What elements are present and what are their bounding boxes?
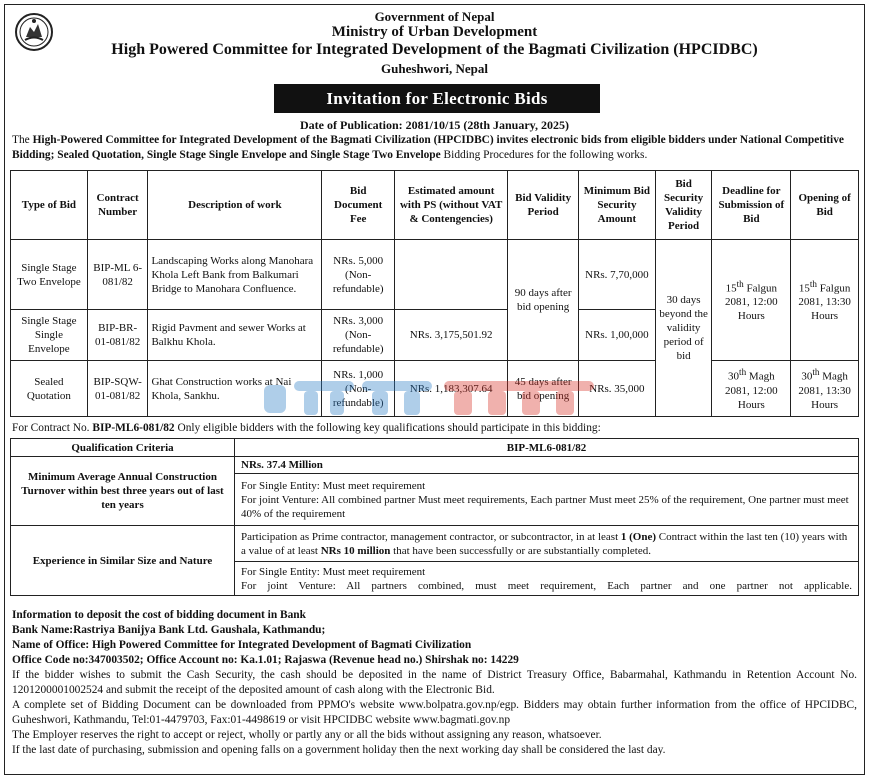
- table-row: [11, 240, 859, 310]
- ordinal-suffix: th: [812, 367, 820, 378]
- opening-magh: [791, 361, 859, 417]
- exp-bold-2: NRs 10 million: [320, 544, 391, 557]
- qualification-note: [12, 422, 601, 434]
- row3-fee: NRs. 1,000 (Non-refundable): [322, 361, 395, 417]
- holiday-clause: If the last date of purchasing, submission and opening falls on a government holiday then the next working day shall be considered the last day.: [12, 744, 666, 756]
- row2-contract: BIP-BR-01-081/82: [87, 310, 148, 361]
- turnover-single-entity: For Single Entity: Must meet requirement: [241, 479, 426, 492]
- bid-table-header-row: [11, 171, 859, 240]
- col-bid-security: Minimum Bid Security Amount: [579, 171, 656, 240]
- deadline-2-day: 30: [728, 370, 740, 383]
- row2-description: Rigid Pavment and sewer Works at Balkhu Khola.: [148, 310, 322, 361]
- office-code: Office Code no:347003502; Office Account no: Ka.1.01; Rajaswa (Revenue head no.) Shirshak no: 14229: [12, 654, 519, 666]
- committee-name: High Powered Committee for Integrated Development of the Bagmati Civilization (HPCIDBC): [111, 41, 758, 58]
- col-contract-number: Contract Number: [87, 171, 148, 240]
- bank-info-title: Information to deposit the cost of bidding document in Bank: [12, 609, 306, 621]
- qualification-table: [10, 438, 859, 596]
- table-row: [11, 457, 859, 474]
- ministry-name: Ministry of Urban Development: [331, 24, 538, 40]
- row1-fee: NRs. 5,000 (Non-refundable): [322, 240, 395, 310]
- col-opening: Opening of Bid: [791, 171, 859, 240]
- col-document-fee: Bid Document Fee: [322, 171, 395, 240]
- row2-type: Single Stage Single Envelope: [11, 310, 88, 361]
- exp-bold-1: 1 (One): [620, 530, 657, 543]
- intro-tail: Bidding Procedures for the following works.: [440, 149, 648, 161]
- intro-paragraph: [12, 133, 857, 163]
- turnover-criterion: Minimum Average Annual Construction Turnover within best three years out of last ten years: [11, 457, 235, 526]
- row1-security: NRs. 7,70,000: [579, 240, 656, 310]
- opening-1-rest: Falgun 2081, 13:30 Hours: [798, 282, 851, 323]
- row1-estimate: [395, 240, 508, 310]
- col-estimated-amount: Estimated amount with PS (without VAT & Contengencies): [395, 171, 508, 240]
- note-contract: BIP-ML6-081/82: [92, 422, 175, 434]
- qual-header-contract: BIP-ML6-081/82: [235, 439, 859, 457]
- experience-criterion: Experience in Similar Size and Nature: [11, 526, 235, 596]
- table-row: [11, 361, 859, 417]
- notice-title: Invitation for Electronic Bids: [274, 84, 600, 113]
- row2-estimate: NRs. 3,175,501.92: [395, 310, 508, 361]
- row3-description: Ghat Construction works at Nai Khola, Sankhu.: [148, 361, 322, 417]
- deadline-magh: [712, 361, 791, 417]
- deadline-falgun: [712, 240, 791, 361]
- cash-security-text: If the bidder wishes to submit the Cash Security, the cash should be deposited in the name of District Treasury Office, Babarmahal, Kathmandu in Retention Account No. 1201200001002524 and submit the receipt of the deposited amount of cash along with the Electronic Bid.: [12, 669, 857, 696]
- deadline-1-rest: Falgun 2081, 12:00 Hours: [725, 282, 778, 323]
- row3-type: Sealed Quotation: [11, 361, 88, 417]
- publication-date: [5, 118, 864, 133]
- download-info: A complete set of Bidding Document can be downloaded from PPMO's website www.bolpatra.gov.np/egp. Bidders may obtain further information from the office of HPCIDBC, Guheshwori, Kathmandu, Tel:01-4479703, Fax:01-4498619 or visit HPCIDBC website www.bagmati.gov.np: [12, 699, 857, 726]
- row3-security: NRs. 35,000: [579, 361, 656, 417]
- validity-45-days: 45 days after bid opening: [508, 361, 579, 417]
- row1-contract: BIP-ML 6-081/82: [87, 240, 148, 310]
- intro-org: High-Powered Committee for Integrated Development of the Bagmati Civilization (HPCIDBC) invites electronic bids from eligible bidders under National Competitive Bidding; Sealed Quotation, Single Stage Single Envelope and Single Stage Two Envelope: [12, 134, 844, 161]
- deadline-2-rest: Magh 2081, 12:00 Hours: [725, 370, 778, 411]
- publication-value: 2081/10/15 (28th January, 2025): [405, 118, 569, 132]
- opening-falgun: [791, 240, 859, 361]
- row3-estimate: NRs. 1,183,307.64: [395, 361, 508, 417]
- col-deadline: Deadline for Submission of Bid: [712, 171, 791, 240]
- col-description: Description of work: [148, 171, 322, 240]
- exp-text-3: that have been successfully or are substantially completed.: [390, 544, 651, 557]
- qual-header-row: [11, 439, 859, 457]
- experience-requirement: [235, 526, 859, 562]
- turnover-joint-venture: For joint Venture: All combined partner Must meet requirements, Each partner Must meet 25% of the requirement, One partner must meet 40% of the requirement: [241, 493, 849, 520]
- employer-rights: The Employer reserves the right to accept or reject, wholly or partly any or all the bids without assigning any reason, whatsoever.: [12, 729, 602, 741]
- tender-notice: [4, 4, 865, 775]
- security-validity-period: 30 days beyond the validity period of bid: [655, 240, 712, 417]
- exp-joint-venture: For joint Venture: All partners combined, must meet requirement, Each partner and one partner not applicable.: [241, 579, 852, 592]
- exp-text-1: Participation as Prime contractor, management contractor, or subcontractor, in at least: [241, 530, 621, 543]
- turnover-value: NRs. 37.4 Million: [235, 457, 859, 474]
- intro-lead: The: [12, 134, 33, 146]
- opening-2-rest: Magh 2081, 13:30 Hours: [798, 370, 851, 411]
- government-name: Government of Nepal: [374, 9, 495, 24]
- ordinal-suffix: th: [736, 278, 744, 289]
- location: Guheshwori, Nepal: [381, 61, 488, 76]
- opening-1-day: 15: [798, 282, 810, 295]
- row2-security: NRs. 1,00,000: [579, 310, 656, 361]
- office-name: Name of Office: High Powered Committee for Integrated Development of Bagmati Civilization: [12, 639, 472, 651]
- note-lead: For Contract No.: [12, 422, 93, 434]
- col-bid-validity: Bid Validity Period: [508, 171, 579, 240]
- exp-text-2: Contract within the last ten (10) years with a value of at least: [241, 530, 848, 557]
- publication-label: Date of Publication:: [300, 118, 406, 132]
- experience-entities: [235, 562, 859, 596]
- footer-info: [12, 608, 857, 758]
- bid-table: [10, 170, 859, 417]
- validity-90-days: 90 days after bid opening: [508, 240, 579, 361]
- ordinal-suffix: th: [809, 278, 818, 289]
- note-tail: Only eligible bidders with the following key qualifications should participate in this bidding:: [174, 422, 601, 434]
- deadline-1-day: 15: [725, 282, 737, 295]
- opening-2-day: 30: [801, 370, 813, 383]
- row1-description: Landscaping Works along Manohara Khola Left Bank from Balkumari Bridge to Manohara Confluence.: [148, 240, 322, 310]
- row1-type: Single Stage Two Envelope: [11, 240, 88, 310]
- col-type-of-bid: Type of Bid: [11, 171, 88, 240]
- ordinal-suffix: th: [739, 367, 747, 378]
- bank-name: Bank Name:Rastriya Banijya Bank Ltd. Gaushala, Kathmandu;: [12, 624, 326, 636]
- table-row: [11, 526, 859, 562]
- qual-header-criteria: Qualification Criteria: [11, 439, 235, 457]
- col-security-validity: Bid Security Validity Period: [655, 171, 712, 240]
- row2-fee: NRs. 3,000 (Non-refundable): [322, 310, 395, 361]
- turnover-requirements: [235, 474, 859, 526]
- row3-contract: BIP-SQW-01-081/82: [87, 361, 148, 417]
- exp-single-entity: For Single Entity: Must meet requirement: [241, 565, 426, 578]
